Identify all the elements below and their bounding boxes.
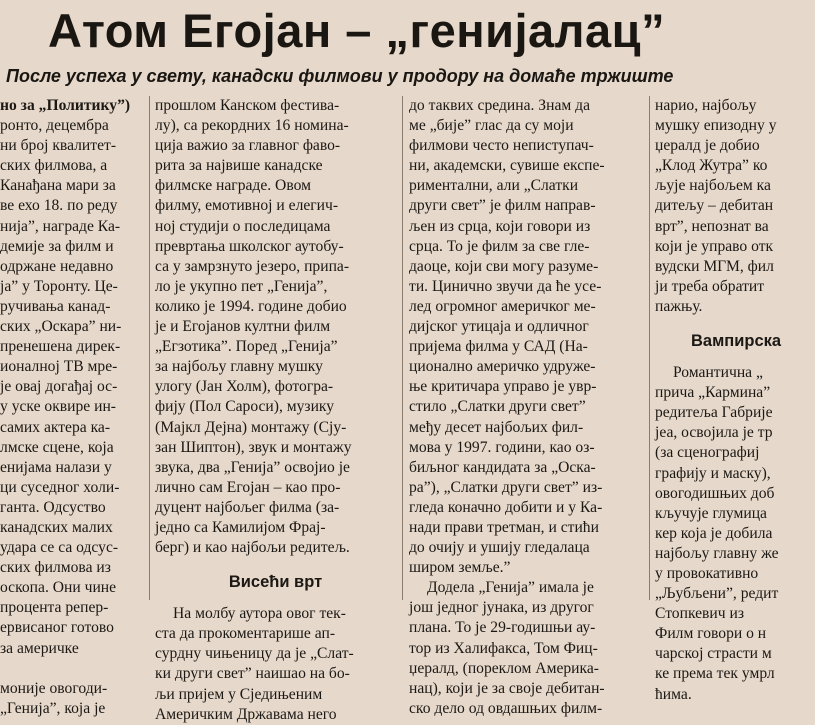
article-text-line: Додела „Генија” имала је [427,579,594,597]
article-text-line: „Генија”, која је [0,699,106,717]
article-text-line: гледа коначно добити и у Ка- [409,498,603,516]
article-text-line: љен из срца, који говори из [409,217,591,235]
article-text-line: ћима. [655,685,692,703]
column-rule [149,96,150,600]
article-text-line: ско дело од овдашњих филм- [409,699,603,717]
article-text-line: нија”, награде Ка- [0,217,121,235]
article-text-line: ра”), „Слатки други свет” из- [409,478,603,496]
article-text-line: прошлом Канском фестива- [155,97,340,114]
article-text-line: ло је укупно пет „Генија”, [155,277,328,295]
article-text-line: лу), са рекордних 16 номина- [155,117,349,135]
article-text-line: ве ехо 18. по реду [0,197,118,215]
article-text-line: чарској страсти м [655,645,772,663]
article-text-line: превртања школског аутобу- [155,237,344,255]
article-text-line: још једног јунака, из другог [409,599,594,617]
article-text-line: други свет” је филм направ- [409,197,596,215]
article-text-line: пажњу. [655,297,703,315]
text-column-2 [155,96,396,723]
article-text-line: улогу (Јан Холм), фотогра- [155,378,334,396]
article-text-line: „Егзотика”. Поред „Генија” [155,338,338,356]
article-text-line: је овај догађај ос- [0,378,118,396]
article-text-line: енијама налази у [0,458,112,476]
article-text-line: ме „бије” глас да су моји [409,117,574,135]
article-text-line: самих актера ка- [0,418,111,436]
article-text-line: Романтична „ [673,364,763,382]
article-text-line: ки други свет” наишао на бо- [155,665,350,683]
article-text-line: (Мајкл Дејна) монтажу (Сју- [155,418,347,436]
article-text-line: звука, два „Генија” освојио је [155,458,350,476]
article-text-line: лед огромног америчког ме- [409,297,596,315]
article-text-line: редитеља Габрије [655,404,773,422]
article-text-line: ионалној ТВ мре- [0,358,118,376]
article-text-line: Канађана мари за [0,177,116,195]
article-text-line: дијског утицаја и одличног [409,318,589,336]
article-text-line: ских филмова, а [0,157,108,175]
article-text-line: ционално америчко удруже- [409,358,596,376]
article-text-line: дуцент најбољег филма (за- [155,498,340,516]
article-text-line: у провокативно [655,564,759,582]
article-text-line: ронто, децембра [0,117,109,135]
article-text-line: сурдну чињеницу да је „Слат- [155,645,354,663]
article-text-line: ње критичара управо је увр- [409,378,597,396]
section-subtitle: Вампирска [691,332,782,351]
article-text-line: пренешена дирек- [0,338,121,356]
article-text-line: ци суседног холи- [0,478,120,496]
article-subheadline: После успеха у свету, канадски филмови у продору на домаће тржиште [6,66,674,86]
article-text-line: ји треба обратит [655,277,765,295]
article-text-line: за најбољу главну мушку [155,358,323,376]
column-rule [649,96,650,600]
article-text-line: филму, емотивној и елегич- [155,197,339,215]
text-column-4 [655,96,815,703]
article-text-line: Стопкевич из [655,605,745,623]
article-text-line: прича „Кармина” [655,384,771,402]
article-text-line: моније овогоди- [0,679,108,697]
article-text-line: је и Егојанов култни филм [155,318,331,336]
article-text-line: графију и маску), [655,464,771,482]
column-rule [402,96,403,600]
article-text-line: стило „Слатки други свет” [409,398,586,416]
article-text-line: са у замрзнуто језеро, припа- [155,257,350,275]
text-column-3 [409,96,643,717]
article-text-line: оскопа. Они чине [0,579,117,597]
section-subtitle: Висећи врт [228,573,323,592]
article-text-line: који је управо отк [655,237,774,255]
article-text-line: нади прави третман, и стићи [409,518,599,536]
article-text-line: за америчке [0,639,79,657]
article-text-line: нарио, најбољу [655,97,757,114]
article-text-line: џералд, (пореклом Америка- [409,659,599,677]
article-text-line: врт”, непознат ва [655,217,769,235]
article-text-line: Филм говори о н [655,625,767,643]
article-text-line: филмови често непиступач- [409,137,594,155]
article-text-line: колико је 1994. године добио [155,297,347,315]
article-text-line: мова у 1997. години, као оз- [409,438,595,456]
article-text-line: ганта. Одсуство [0,498,106,516]
article-text-line: ни број квалитет- [0,137,117,155]
article-text-line: На молбу аутора овог тек- [173,605,346,623]
article-text-line: плана. То је 29-годишњи ау- [409,619,596,637]
article-text-line: ја” у Торонту. Це- [0,277,118,295]
article-text-line: вудски МГМ, фил [655,257,774,275]
article-text-line: демије за филм и [0,237,114,255]
article-text-line [0,659,143,679]
article-text-line: но за „Политику”) [0,97,131,114]
article-text-line: „Клод Жутра” ко [655,157,768,175]
article-text-line: фију (Пол Сароси), музику [155,398,335,416]
article-text-line: љи пријем у Сједињеним [155,685,323,703]
article-text-line: „Љубљени”, редит [655,585,779,603]
article-text-line: ни, академски, сувише експе- [409,157,605,175]
article-text-line: одржане недавно [0,257,114,275]
article-text-line: канадских малих [0,518,113,536]
article-text-line: Америчким Државама него [155,705,337,723]
article-text-line: до очију и ушију гледалаца [409,539,590,557]
article-text-line: ервисаног готово [0,619,114,637]
article-text-line: до таквих средина. Знам да [409,97,591,114]
article-text-line: ручивања канад- [0,297,111,315]
article-text-line: ста да прокоментарише ап- [155,625,336,643]
article-text-line: лмске сцене, која [0,438,114,456]
article-text-line: биљног кандидата за „Оска- [409,458,596,476]
article-text-line: нац), који је за своје дебитан- [409,679,605,697]
article-text-line: љује најбољем ка [655,177,771,195]
article-text-line: ција важио за главног фаво- [155,137,341,155]
article-headline: Атом Егојан – „генијалац” [48,4,666,57]
article-text-line: најбољу главну же [655,544,779,562]
article-text-line: процента репер- [0,599,109,617]
article-text-line: међу десет најбољих фил- [409,418,584,436]
article-text-line: филмске награде. Овом [155,177,311,195]
article-text-line: рита за највише канадске [155,157,323,175]
article-text-line: срца. То је филм за све гле- [409,237,590,255]
article-text-line: ских „Оскара” ни- [0,318,122,336]
article-text-line: једно са Камилијом Фрај- [155,518,326,536]
article-text-line: даоце, који сви могу разуме- [409,257,599,275]
article-text-line: широм земље.” [409,559,511,577]
article-text-line: у уске оквире ин- [0,398,117,416]
article-text-line: зан Шиптон), звук и монтажу [155,438,352,456]
article-text-line: кер која је добила [655,524,773,542]
article-text-line: овогодишњих доб [655,484,775,502]
article-text-line: ти. Цинично звучи да ће усе- [409,277,602,295]
article-text-line: ној студији о последицама [155,217,331,235]
article-text-line: мушку епизодну у [655,117,777,135]
article-text-line: ских филмова из [0,559,111,577]
article-text-line: јеа, освојила је тр [655,424,773,442]
text-column-1 [0,96,143,717]
article-text-line: тор из Халифакса, Том Фиц- [409,639,598,657]
article-text-line: риментални, али „Слатки [409,177,579,195]
article-text-line: ке према тек умрл [655,665,775,683]
article-text-line: пријема филма у САД (На- [409,338,588,356]
article-text-line: берг) и као најбољи редитељ. [155,539,350,557]
article-text-line: џералд је добио [655,137,760,155]
article-text-line: лично сам Егојан – као про- [155,478,341,496]
article-text-line: кључује глумица [655,504,767,522]
article-text-line: (за сценографиј [655,444,760,462]
article-text-line: дитељу – дебитан [655,197,774,215]
article-text-line: удара се са одсус- [0,539,119,557]
